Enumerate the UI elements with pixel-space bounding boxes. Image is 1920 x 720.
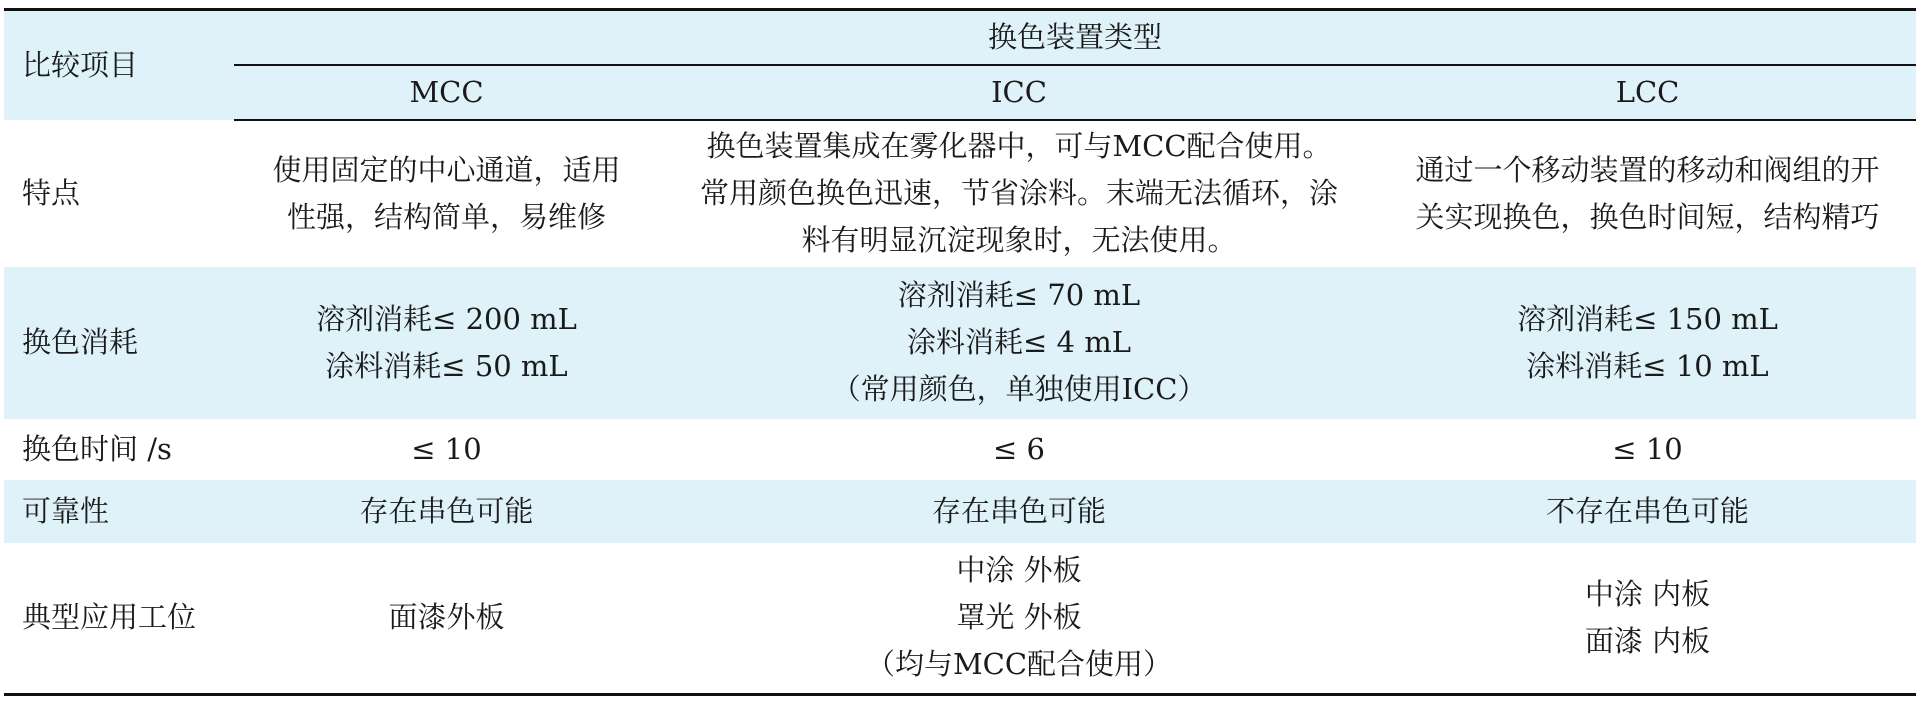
table-row [4, 120, 1916, 267]
table-cell [659, 543, 1379, 695]
cell-line: 中涂 内板 [1584, 576, 1711, 611]
cell-line: 换色装置集成在雾化器中，可与MCC配合使用。 [706, 129, 1332, 163]
header-row-group [4, 10, 1916, 65]
table-cell [659, 267, 1379, 419]
cell-line: （常用颜色，单独使用ICC） [831, 372, 1207, 406]
cell-line: 罩光 外板 [956, 600, 1082, 635]
table-cell: 存在串色可能 [659, 480, 1379, 543]
table-cell: ≤ 10 [1379, 419, 1916, 480]
cell-line: 料有明显沉淀现象时，无法使用。 [801, 223, 1237, 257]
table-cell [659, 120, 1379, 267]
column-header-lcc: LCC [1379, 65, 1916, 120]
table-cell [234, 543, 659, 695]
row-label: 换色消耗 [4, 267, 234, 419]
table-cell [234, 120, 659, 267]
table-row [4, 267, 1916, 419]
cell-line: 面漆外板 [388, 600, 505, 635]
row-label: 特点 [4, 120, 234, 267]
cell-line: 中涂 外板 [956, 553, 1082, 588]
table-cell [1379, 267, 1916, 419]
comparison-table [4, 8, 1916, 696]
column-header-mcc: MCC [234, 65, 659, 120]
cell-line: 溶剂消耗≤ 150 mL [1517, 301, 1778, 336]
row-label: 换色时间 /s [4, 419, 234, 480]
cell-line: （均与MCC配合使用） [865, 647, 1173, 682]
cell-line: 使用固定的中心通道，适用 [272, 152, 621, 187]
row-label: 可靠性 [4, 480, 234, 543]
row-label: 典型应用工位 [4, 543, 234, 695]
cell-line: 通过一个移动装置的移动和阀组的开 [1415, 152, 1880, 187]
table-cell [1379, 120, 1916, 267]
cell-line: 性强，结构简单，易维修 [286, 199, 606, 234]
table-cell: ≤ 10 [234, 419, 659, 480]
table-cell [234, 267, 659, 419]
table-cell [1379, 543, 1916, 695]
corner-header: 比较项目 [4, 10, 234, 120]
table-cell: ≤ 6 [659, 419, 1379, 480]
table-row [4, 419, 1916, 480]
table-row [4, 543, 1916, 695]
group-header: 换色装置类型 [234, 10, 1916, 65]
column-header-icc: ICC [659, 65, 1379, 120]
table-cell: 存在串色可能 [234, 480, 659, 543]
cell-line: 涂料消耗≤ 10 mL [1526, 348, 1769, 383]
table-cell: 不存在串色可能 [1379, 480, 1916, 543]
cell-line: 面漆 内板 [1584, 623, 1711, 658]
cell-line: 溶剂消耗≤ 200 mL [316, 301, 577, 336]
cell-line: 涂料消耗≤ 50 mL [325, 348, 568, 383]
header-row-columns [4, 65, 1916, 120]
table-row [4, 480, 1916, 543]
cell-line: 常用颜色换色迅速，节省涂料。末端无法循环，涂 [699, 176, 1338, 210]
cell-line: 溶剂消耗≤ 70 mL [897, 278, 1141, 312]
cell-line: 关实现换色，换色时间短，结构精巧 [1415, 199, 1880, 234]
cell-line: 涂料消耗≤ 4 mL [907, 325, 1131, 359]
